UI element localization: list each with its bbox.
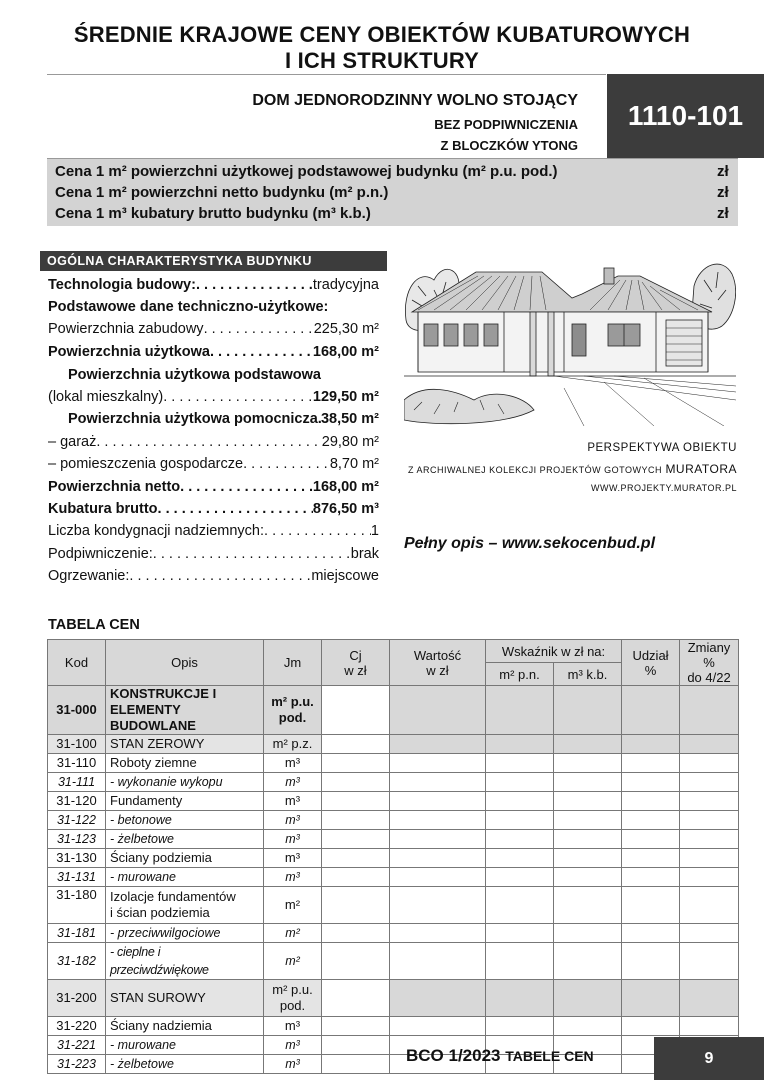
cell-wsk-pn [486,811,554,830]
cell-cj [322,943,390,980]
cell-jm: m² [264,943,322,980]
building-subtitle-material: Z BLOCZKÓW YTONG [440,138,578,153]
cell-cj [322,849,390,868]
page-title-line-1: ŚREDNIE KRAJOWE CENY OBIEKTÓW KUBATUROWYCH [73,22,691,47]
table-row [48,849,739,868]
illustration-caption-url: WWW.PROJEKTY.MURATOR.PL [590,483,737,493]
cell-zmiany [680,980,739,1017]
cell-udzial [622,980,680,1017]
cell-cj [322,773,390,792]
full-description-link[interactable]: Pełny opis – www.sekocenbud.pl [404,535,656,552]
cell-wartosc [390,735,486,754]
cell-kod: 31-130 [48,849,106,868]
cell-wsk-pn [486,980,554,1017]
table-row [48,980,739,1017]
char-label: (lokal mieszkalny) [48,389,164,405]
cell-kod: 31-181 [48,924,106,943]
cell-jm: m³ [264,811,322,830]
table-row [48,943,739,980]
cell-zmiany [680,868,739,887]
char-label: Liczba kondygnacji nadziemnych: [48,523,265,539]
cell-zmiany [680,849,739,868]
cell-opis-line1: KONSTRUKCJE I ELEMENTY [110,686,217,717]
col-header-jm: Jm [264,640,322,686]
cell-udzial [622,849,680,868]
char-label: Powierzchnia zabudowy [48,321,204,337]
char-row-net-area [48,478,379,496]
table-row [48,754,739,773]
cell-wartosc [390,924,486,943]
cell-zmiany [680,773,739,792]
cell-cj [322,1036,390,1055]
footer-section: TABELE CEN [505,1048,594,1064]
cell-udzial [622,811,680,830]
cell-opis: - żelbetowe [106,1055,264,1074]
char-value: 29,80 m² [321,434,379,450]
cell-udzial [622,924,680,943]
cell-udzial [622,830,680,849]
cell-kod: 31-180 [48,887,106,924]
cell-zmiany [680,830,739,849]
cell-jm: m² [264,924,322,943]
cell-opis [106,887,264,924]
cell-wsk-pn [486,686,554,735]
cell-wsk-kb [554,1017,622,1036]
char-label: Powierzchnia użytkowa pomocnicza [68,411,318,427]
cell-jm: m³ [264,868,322,887]
cell-cj [322,754,390,773]
table-row [48,1036,739,1055]
cell-opis: Roboty ziemne [106,754,264,773]
char-value: miejscowe [311,568,379,584]
page-title [0,22,764,74]
char-value: 168,00 m² [312,479,379,495]
building-code-badge [607,74,764,158]
cell-opis: Ściany podziemia [106,849,264,868]
char-value: 1 [370,523,379,539]
char-value: 129,50 m² [312,389,379,405]
cell-udzial [622,868,680,887]
char-row-basic-data [48,298,379,316]
cell-kod: 31-182 [48,943,106,980]
cell-wsk-pn [486,792,554,811]
char-value: 876,50 m³ [312,501,379,517]
char-value: 225,30 m² [313,321,379,337]
cell-wsk-pn [486,943,554,980]
char-value: 8,70 m² [329,456,379,472]
char-label: Powierzchnia użytkowa podstawowa [68,367,321,383]
cell-opis: Ściany nadziemia [106,1017,264,1036]
char-label: Powierzchnia netto [48,479,181,495]
cell-wsk-kb [554,773,622,792]
cell-wsk-pn [486,735,554,754]
col-header-cj-line1: Cj [349,647,362,663]
cell-jm: m³ [264,773,322,792]
table-row [48,868,739,887]
char-row-heating [48,567,379,585]
cell-jm: m³ [264,754,322,773]
cell-cj [322,887,390,924]
cell-cj [322,1055,390,1074]
price-unit-kb: zł [717,205,729,222]
col-header-kod: Kod [48,640,106,686]
cell-jm: m³ [264,830,322,849]
char-label: Ogrzewanie: [48,568,130,584]
cell-cj [322,980,390,1017]
cell-udzial [622,1017,680,1036]
cell-wartosc [390,773,486,792]
char-label: – garaż [48,434,97,450]
char-value: brak [350,546,379,562]
cell-kod: 31-110 [48,754,106,773]
price-row-pu: Cena 1 m² powierzchni użytkowej podstawowej budynku (m² p.u. pod.) [55,163,558,180]
characteristics-heading: OGÓLNA CHARAKTERYSTYKA BUDYNKU [40,251,387,271]
cell-kod: 31-220 [48,1017,106,1036]
cell-wsk-kb [554,943,622,980]
table-row [48,830,739,849]
cell-cj [322,868,390,887]
char-row-gross-volume [48,500,379,518]
cell-opis: STAN ZEROWY [106,735,264,754]
price-row-kb: Cena 1 m³ kubatury brutto budynku (m³ k.b.) [55,205,371,222]
page-number-box [654,1037,764,1080]
cell-wsk-kb [554,830,622,849]
col-header-zmiany-line1: Zmiany % [687,640,731,670]
char-row-usable-area [48,343,379,361]
cell-kod: 31-131 [48,868,106,887]
cell-wartosc [390,811,486,830]
cell-zmiany [680,735,739,754]
cell-jm: m³ [264,849,322,868]
cell-jm: m³ [264,1017,322,1036]
cell-opis: - betonowe [106,811,264,830]
price-table-title: TABELA CEN [48,617,140,633]
cell-opis: - przeciwwilgociowe [106,924,264,943]
col-header-wskaznik: Wskaźnik w zł na: [486,640,622,663]
cell-wsk-pn [486,924,554,943]
col-header-wartosc-line1: Wartość [413,647,462,663]
illustration-caption-title: PERSPEKTYWA OBIEKTU [587,442,737,454]
cell-jm-line2: pod. [278,710,307,725]
cell-zmiany [680,686,739,735]
cell-cj [322,686,390,735]
char-label: Kubatura brutto [48,501,158,517]
char-label: – pomieszczenia gospodarcze [48,456,244,472]
cell-cj [322,811,390,830]
col-header-cj [322,640,390,686]
cell-udzial [622,754,680,773]
col-header-zmiany-line2: do 4/22 [687,670,731,685]
price-unit-pn: zł [717,184,729,201]
cell-opis: - wykonanie wykopu [106,773,264,792]
char-label: Powierzchnia użytkowa [48,344,210,360]
char-row-usable-auxiliary [48,410,379,428]
cell-wartosc [390,1017,486,1036]
cell-wsk-pn [486,849,554,868]
cell-wartosc [390,792,486,811]
cell-zmiany [680,792,739,811]
cell-zmiany [680,754,739,773]
cell-wsk-pn [486,830,554,849]
cell-zmiany [680,924,739,943]
page-title-line-2: I ICH STRUKTURY [284,48,480,73]
cell-opis-line2: i ścian podziemia [110,905,210,920]
cell-kod: 31-100 [48,735,106,754]
cell-udzial [622,943,680,980]
cell-wartosc [390,686,486,735]
price-table [47,639,739,1074]
char-label: Podpiwniczenie: [48,546,153,562]
cell-wsk-kb [554,980,622,1017]
cell-wartosc [390,887,486,924]
cell-jm: m³ [264,1055,322,1074]
cell-cj [322,735,390,754]
building-subtitle-basement: BEZ PODPIWNICZENIA [434,117,578,132]
cell-kod: 31-223 [48,1055,106,1074]
cell-cj [322,830,390,849]
char-value: 38,50 m² [320,411,379,427]
cell-udzial [622,773,680,792]
char-label: Technologia budowy: [48,277,196,293]
illustration-caption-brand: MURATORA [665,462,737,476]
char-label: Podstawowe dane techniczno-użytkowe: [48,299,329,315]
page-number: 9 [704,1049,714,1067]
table-row [48,887,739,924]
char-row-utility-rooms [48,455,379,473]
cell-wsk-pn [486,868,554,887]
cell-zmiany [680,887,739,924]
cell-wartosc [390,943,486,980]
cell-jm [264,980,322,1017]
cell-wartosc [390,830,486,849]
char-row-dwelling [48,388,379,406]
illustration-caption-source-text: Z ARCHIWALNEJ KOLEKCJI PROJEKTÓW GOTOWYCH [407,465,663,475]
cell-udzial [622,887,680,924]
cell-wsk-pn [486,773,554,792]
table-row [48,686,739,735]
cell-jm-line1: m² p.u. [272,982,313,997]
illustration-caption-source [408,462,737,476]
col-header-cj-line2: w zł [344,662,367,678]
cell-opis: - murowane [106,1036,264,1055]
cell-zmiany [680,1017,739,1036]
cell-opis-line2: BUDOWLANE [110,718,196,733]
table-row [48,924,739,943]
cell-wsk-kb [554,792,622,811]
cell-opis: STAN SUROWY [106,980,264,1017]
footer-publication-name: BCO 1/2023 [406,1046,501,1065]
table-row [48,792,739,811]
cell-wsk-kb [554,849,622,868]
col-header-wartosc [390,640,486,686]
cell-jm [264,686,322,735]
price-unit-pu: zł [717,163,729,180]
cell-jm-line1: m² p.u. [271,694,314,709]
cell-wsk-kb [554,811,622,830]
table-row [48,773,739,792]
col-header-wsk-kb: m³ k.b. [554,663,622,686]
cell-cj [322,924,390,943]
char-row-storeys [48,522,379,540]
cell-opis: - cieplne i przeciwdźwiękowe [106,943,264,980]
cell-wsk-kb [554,735,622,754]
cell-wsk-kb [554,924,622,943]
building-name: DOM JEDNORODZINNY WOLNO STOJĄCY [252,92,578,109]
col-header-wsk-pn: m² p.n. [486,663,554,686]
cell-zmiany [680,811,739,830]
cell-opis: Fundamenty [106,792,264,811]
cell-wsk-kb [554,754,622,773]
cell-opis: - murowane [106,868,264,887]
cell-jm: m³ [264,1036,322,1055]
cell-jm: m² [264,887,322,924]
cell-udzial [622,686,680,735]
building-code: 1110-101 [627,100,744,131]
title-divider [47,74,606,75]
char-row-garage [48,433,379,451]
char-row-technology [48,276,379,294]
footer-publication [406,1046,594,1066]
cell-jm: m² p.z. [264,735,322,754]
cell-cj [322,1017,390,1036]
cell-udzial [622,735,680,754]
char-value: 168,00 m² [312,344,379,360]
col-header-udzial: Udział % [622,640,680,686]
char-row-usable-basic [48,366,379,384]
cell-wartosc [390,868,486,887]
house-perspective-illustration [404,250,736,426]
cell-opis-line1: Izolacje fundamentów [110,889,236,904]
cell-wsk-kb [554,868,622,887]
cell-wsk-pn [486,754,554,773]
cell-jm-line2: pod. [279,998,306,1013]
cell-kod: 31-111 [48,773,106,792]
cell-opis [106,686,264,735]
cell-cj [322,792,390,811]
cell-wsk-pn [486,887,554,924]
char-row-basement [48,545,379,563]
cell-wsk-pn [486,1017,554,1036]
cell-kod: 31-221 [48,1036,106,1055]
table-row [48,1055,739,1074]
table-row [48,811,739,830]
cell-kod: 31-200 [48,980,106,1017]
cell-wsk-kb [554,887,622,924]
price-row-pn: Cena 1 m² powierzchni netto budynku (m² p.n.) [55,184,389,201]
col-header-wartosc-line2: w zł [426,662,449,678]
cell-udzial [622,792,680,811]
col-header-zmiany [680,640,739,686]
cell-kod: 31-123 [48,830,106,849]
cell-zmiany [680,943,739,980]
cell-kod: 31-120 [48,792,106,811]
col-header-opis: Opis [106,640,264,686]
cell-kod: 31-122 [48,811,106,830]
cell-jm: m³ [264,792,322,811]
cell-wartosc [390,980,486,1017]
char-value: tradycyjna [312,277,379,293]
cell-opis: - żelbetowe [106,830,264,849]
cell-kod: 31-000 [48,686,106,735]
table-row [48,735,739,754]
cell-wartosc [390,754,486,773]
table-row [48,1017,739,1036]
cell-wartosc [390,849,486,868]
cell-wsk-kb [554,686,622,735]
char-row-built-area [48,320,379,338]
